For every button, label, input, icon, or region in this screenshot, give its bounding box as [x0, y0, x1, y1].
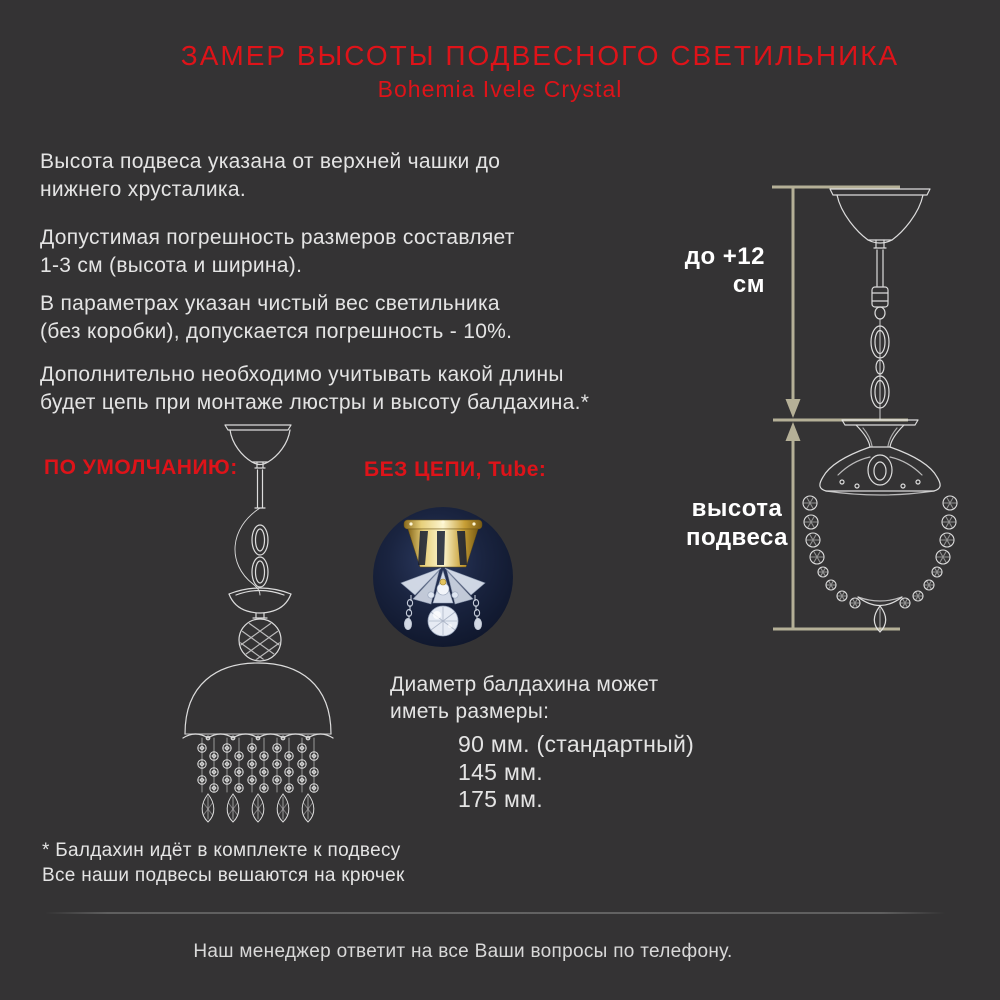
- paragraph-tolerance: [40, 224, 670, 280]
- paragraph-line: Допустимая погрешность размеров составляет: [40, 226, 515, 249]
- tube-mount-photo: [371, 505, 515, 649]
- paragraph-line: Дополнительно необходимо учитывать какой длины: [40, 363, 564, 386]
- chain-allowance-label: до +12 см: [684, 243, 765, 298]
- pendant-height-label: [672, 494, 802, 552]
- diameter-option: 145 мм.: [458, 758, 543, 785]
- diameter-intro-line: Диаметр балдахина может: [390, 673, 659, 696]
- footnotes: [42, 838, 405, 888]
- label-no-chain-variant: БЕЗ ЦЕПИ, Tube:: [364, 458, 547, 481]
- paragraph-line: (без коробки), допускается погрешность - 10%.: [40, 320, 513, 343]
- paragraph-line: Высота подвеса указана от верхней чашки до: [40, 150, 501, 173]
- brand-subtitle: Bohemia Ivele Crystal: [377, 76, 623, 102]
- label-default-variant: ПО УМОЛЧАНИЮ:: [44, 456, 238, 479]
- paragraph-net-weight: [40, 290, 670, 346]
- paragraph-line: будет цепь при монтаже люстры и высоту балдахина.*: [40, 391, 590, 414]
- footer-message: Наш менеджер ответит на все Ваши вопросы по телефону.: [193, 941, 733, 962]
- footnote-line: * Балдахин идёт в комплекте к подвесу: [42, 840, 401, 861]
- paragraph-line: нижнего хрусталика.: [40, 178, 246, 201]
- diameter-option: 90 мм. (стандартный): [458, 731, 695, 757]
- crystal-ball-photo: [428, 606, 458, 636]
- measured-rod-and-chain: [871, 250, 889, 420]
- diameter-intro-line: иметь размеры:: [390, 700, 550, 723]
- paragraph-measure-from: [40, 148, 670, 204]
- diameter-option: 175 мм.: [458, 786, 543, 812]
- measurement-diagram: [660, 170, 1000, 640]
- pendant-height-line: подвеса: [685, 524, 789, 551]
- dome-shade: [183, 663, 333, 740]
- footnote-line: Все наши подвесы вешаются на крючек: [42, 865, 405, 886]
- measured-crown: [820, 447, 940, 495]
- measured-ceiling-cup: [830, 189, 930, 248]
- default-pendant-drawing-icon: [173, 416, 348, 841]
- ceiling-cup: [225, 425, 291, 468]
- canopy-diameter-options: [458, 731, 694, 814]
- bottom-finial: [858, 597, 902, 632]
- footer-divider: [45, 912, 945, 914]
- bead-garlands: [803, 496, 957, 608]
- dimension-lines: [772, 187, 908, 629]
- paragraph-line: 1-3 см (высота и ширина).: [40, 254, 303, 277]
- paragraph-chain-length: [40, 361, 670, 417]
- canopy-diameter-intro: [390, 671, 658, 725]
- crystal-strands: [198, 738, 318, 822]
- measured-pendant-top: [842, 420, 918, 447]
- page-title: ЗАМЕР ВЫСОТЫ ПОДВЕСНОГО СВЕТИЛЬНИКА: [180, 40, 900, 71]
- paragraph-line: В параметрах указан чистый вес светильника: [40, 292, 500, 315]
- crystal-ball: [227, 616, 293, 682]
- rod-and-chain: [235, 470, 268, 595]
- pendant-height-line: высота: [691, 495, 783, 522]
